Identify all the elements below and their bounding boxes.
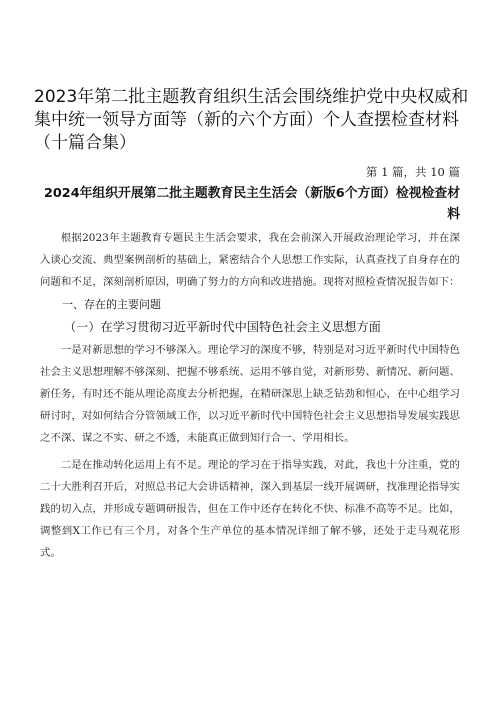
document-body: [40, 227, 460, 565]
section-heading: 一、存在的主要问题: [62, 297, 161, 311]
intro-paragraph: 根据2023年主题教育专题民主生活会要求，我在会前深入开展政治理论学习，并在深入谈心交流、典型案例剖析的基础上，紧密结合个人思想工作实际，认真查找了自身存在的问题和不足，深刻剖析原因，明确了努力的方向和改进措施。现将对照检查情况报告如下：: [40, 232, 460, 289]
document-title: 2023年第二批主题教育组织生活会围绕维护党中央权威和集中统一领导方面等（新的六个方面）个人查摆检查材料（十篇合集）: [34, 87, 469, 153]
page-counter: 第 1 篇，共 10 篇: [365, 165, 460, 179]
body-paragraph: 一是对新思想的学习不够深入。理论学习的深度不够，特别是对习近平新时代中国特色社会主义思想理解不够深刻、把握不够系统、运用不够自觉，对新形势、新情况、新问题、新任务，有时还不能从理论高度去分析把握，在精研深思上缺乏钻劲和恒心，在中心组学习研讨时，对如何结合分管领域工作，以习近平新时代中国特色社会主义思想指导发展实践思之不深、谋之不实、研之不透，未能真正做到知行合一、学用相长。: [40, 343, 460, 445]
subsection-heading: （一）在学习贯彻习近平新时代中国特色社会主义思想方面: [64, 319, 381, 334]
body-paragraph: 二是在推动转化运用上有不足。理论的学习在于指导实践，对此，我也十分注重，党的二十大胜利召开后，对照总书记大会讲话精神，深入到基层一线开展调研，找准理论指导实践的切入点，并形成专题调研报告，但在工作中还存在转化不快、标准不高等不足。比如，调整到X工作已有三个月，对各个生产单位的基本情况详细了解不够，还处于走马观花形式。: [40, 458, 460, 560]
article-title: 2024年组织开展第二批主题教育民主生活会（新版6个方面）检视检查材料: [44, 186, 460, 222]
